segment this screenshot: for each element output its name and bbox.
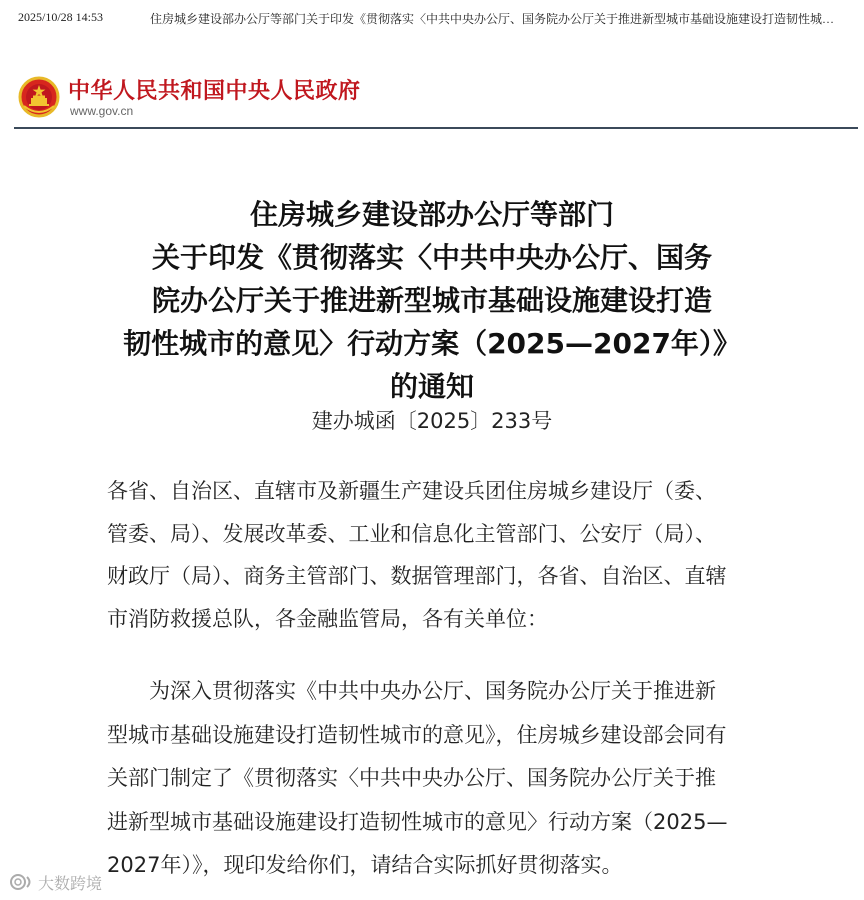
- body-line: 进新型城市基础设施建设打造韧性城市的意见〉行动方案（2025—: [107, 809, 728, 834]
- document-title-line: 院办公厅关于推进新型城市基础设施建设打造: [151, 284, 712, 317]
- camera-lens-icon: [8, 872, 34, 892]
- body-line: 型城市基础设施建设打造韧性城市的意见》，住房城乡建设部会同有: [107, 722, 727, 747]
- addressee-line: 财政厅（局）、商务主管部门、数据管理部门，各省、自治区、直辖: [107, 564, 727, 588]
- national-emblem-icon: [18, 76, 60, 118]
- body-line: 2027年）》，现印发给你们，请结合实际抓好贯彻落实。: [107, 853, 623, 877]
- site-name[interactable]: 中华人民共和国中央人民政府: [68, 79, 361, 104]
- addressee-paragraph: [107, 470, 777, 640]
- body-line: 关部门制定了《贯彻落实〈中共中央办公厅、国务院办公厅关于推: [107, 766, 716, 790]
- print-date: 2025/10/28 14:53: [18, 10, 104, 24]
- document-number: 建办城函〔2025〕233号: [311, 409, 553, 433]
- addressee-line: 各省、自治区、直辖市及新疆生产建设兵团住房城乡建设厅（委、: [107, 479, 716, 503]
- watermark: [8, 870, 102, 894]
- document-title-line: 的通知: [389, 370, 474, 403]
- document-title-line: 韧性城市的意见〉行动方案（2025—2027年）》: [123, 327, 741, 360]
- watermark-text: 大数跨境: [38, 873, 103, 893]
- body-line: 为深入贯彻落实《中共中央办公厅、国务院办公厅关于推进新: [107, 679, 716, 703]
- site-domain[interactable]: www.gov.cn: [70, 104, 134, 118]
- addressee-line: 管委、局）、发展改革委、工业和信息化主管部门、公安厅（局）、: [107, 521, 716, 546]
- body-paragraph: [107, 670, 777, 888]
- document-title: [82, 193, 782, 408]
- site-header[interactable]: [18, 68, 858, 128]
- addressee-line: 市消防救援总队，各金融监管局，各有关单位：: [107, 606, 548, 631]
- header-divider: [14, 127, 858, 129]
- document-title-line: 住房城乡建设部办公厅等部门: [249, 198, 614, 231]
- print-page-title: 住房城乡建设部办公厅等部门关于印发《贯彻落实〈中共中央办公厅、国务院办公厅关于推进新型城市基础设施建设打造韧性城…: [150, 12, 835, 26]
- document-title-line: 关于印发《贯彻落实〈中共中央办公厅、国务: [151, 241, 712, 274]
- print-header: [18, 10, 854, 28]
